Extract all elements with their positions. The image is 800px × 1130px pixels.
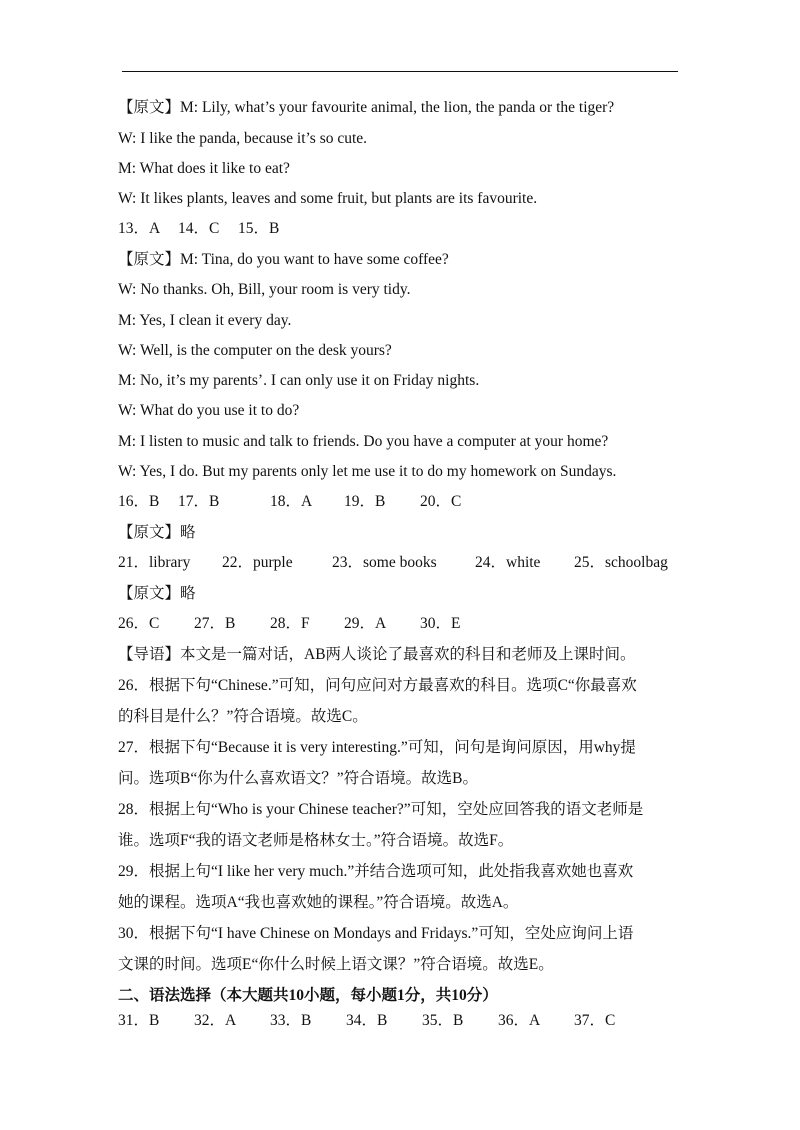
answer-30: 30．E bbox=[420, 615, 461, 632]
answer-35: 35．B bbox=[422, 1012, 464, 1029]
answer-21: 21．library bbox=[118, 554, 191, 571]
explanation-line: 谁。选项F“我的语文老师是格林女士。”符合语境。故选F。 bbox=[118, 832, 514, 849]
explanation-line: 28．根据上句“Who is your Chinese teacher?”可知，空处应回答我的语文老师是 bbox=[118, 801, 644, 818]
transcript-line: M: What does it like to eat? bbox=[118, 160, 290, 177]
transcript-line: W: I like the panda, because it’s so cute. bbox=[118, 130, 368, 147]
transcript-line: W: What do you use it to do? bbox=[118, 402, 300, 419]
transcript-line: M: I listen to music and talk to friends. Do you have a computer at your home? bbox=[118, 433, 609, 450]
answer-31: 31．B bbox=[118, 1012, 160, 1029]
section-heading: 二、语法选择（本大题共10小题，每小题1分，共10分） bbox=[118, 987, 498, 1004]
answer-28: 28．F bbox=[270, 615, 310, 632]
intro-line: 【导语】本文是一篇对话，AB两人谈论了最喜欢的科目和老师及上课时间。 bbox=[118, 646, 636, 663]
answer-32: 32．A bbox=[194, 1012, 237, 1029]
explanation-line: 的科目是什么？”符合语境。故选C。 bbox=[118, 708, 368, 725]
answer-29: 29．A bbox=[344, 615, 387, 632]
answer-20: 20．C bbox=[420, 493, 462, 510]
answer-37: 37．C bbox=[574, 1012, 616, 1029]
answer-17: 17．B bbox=[178, 493, 220, 510]
header-rule bbox=[122, 71, 678, 72]
transcript-line: W: It likes plants, leaves and some fruit, but plants are its favourite. bbox=[118, 190, 538, 207]
answer-13: 13．A bbox=[118, 220, 161, 237]
transcript-line: M: No, it’s my parents’. I can only use it on Friday nights. bbox=[118, 372, 480, 389]
explanation-line: 30．根据下句“I have Chinese on Mondays and Fridays.”可知，空处应询问上语 bbox=[118, 925, 634, 942]
explanation-line: 26．根据下句“Chinese.”可知，问句应问对方最喜欢的科目。选项C“你最喜欢 bbox=[118, 677, 637, 694]
answer-22: 22．purple bbox=[222, 554, 293, 571]
transcript-line: 【原文】略 bbox=[118, 524, 196, 541]
answer-34: 34．B bbox=[346, 1012, 388, 1029]
explanation-line: 文课的时间。选项E“你什么时候上语文课？”符合语境。故选E。 bbox=[118, 956, 554, 973]
answer-15: 15．B bbox=[238, 220, 280, 237]
answer-26: 26．C bbox=[118, 615, 160, 632]
transcript-line: 【原文】M: Tina, do you want to have some coffee? bbox=[118, 251, 449, 268]
answer-24: 24．white bbox=[475, 554, 541, 571]
explanation-line: 问。选项B“你为什么喜欢语文？”符合语境。故选B。 bbox=[118, 770, 478, 787]
answer-23: 23．some books bbox=[332, 554, 437, 571]
transcript-line: W: No thanks. Oh, Bill, your room is very tidy. bbox=[118, 281, 411, 298]
answer-33: 33．B bbox=[270, 1012, 312, 1029]
explanation-line: 27．根据下句“Because it is very interesting.”可知，问句是询问原因，用why提 bbox=[118, 739, 636, 756]
transcript-line: M: Yes, I clean it every day. bbox=[118, 312, 292, 329]
answer-25: 25．schoolbag bbox=[574, 554, 668, 571]
transcript-line: 【原文】略 bbox=[118, 585, 196, 602]
explanation-line: 29．根据上句“I like her very much.”并结合选项可知，此处指我喜欢她也喜欢 bbox=[118, 863, 634, 880]
explanation-line: 她的课程。选项A“我也喜欢她的课程。”符合语境。故选A。 bbox=[118, 894, 519, 911]
answer-14: 14．C bbox=[178, 220, 220, 237]
answer-27: 27．B bbox=[194, 615, 236, 632]
transcript-line: 【原文】M: Lily, what’s your favourite animal, the lion, the panda or the tiger? bbox=[118, 99, 615, 116]
answer-18: 18．A bbox=[270, 493, 313, 510]
answer-19: 19．B bbox=[344, 493, 386, 510]
transcript-line: W: Well, is the computer on the desk yours? bbox=[118, 342, 392, 359]
answer-36: 36．A bbox=[498, 1012, 541, 1029]
answer-16: 16．B bbox=[118, 493, 160, 510]
transcript-line: W: Yes, I do. But my parents only let me use it to do my homework on Sundays. bbox=[118, 463, 617, 480]
